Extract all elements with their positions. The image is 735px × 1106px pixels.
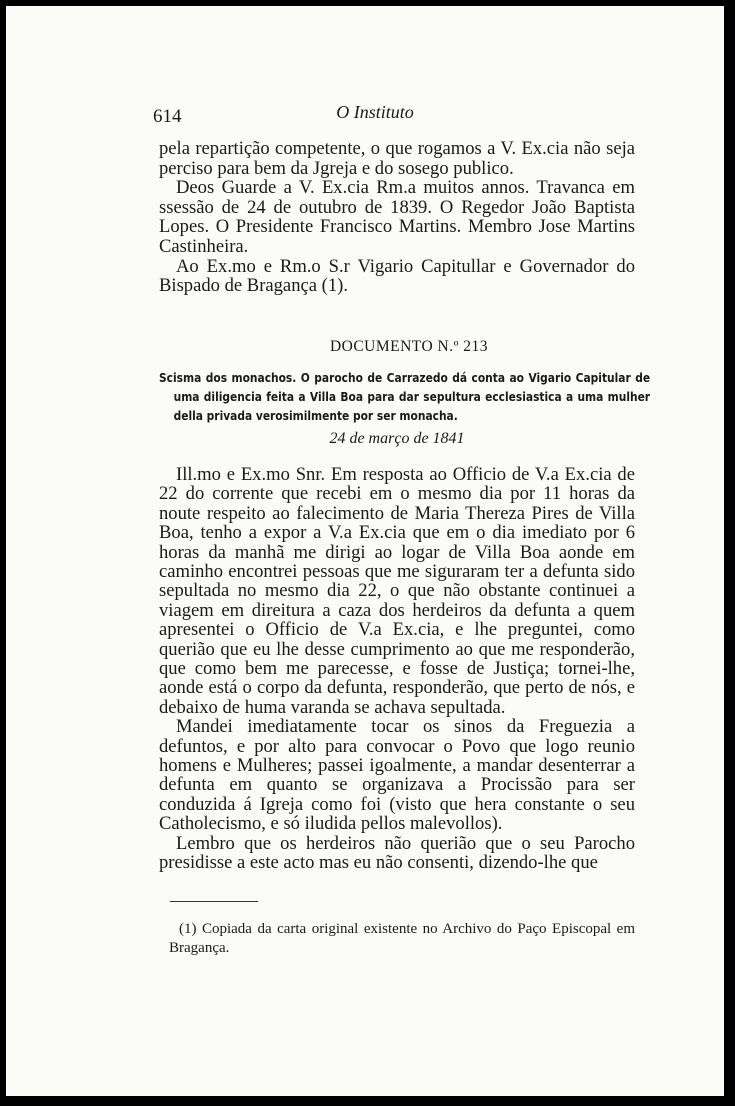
document-heading: DOCUMENTO N.º 213: [329, 337, 489, 355]
letter-paragraph-2: Mandei imediatamente tocar os sinos da Freguezia a defuntos, e por alto para convocar o Povo que logo reunio homens e Mulheres; passei igoalmente, a mandar desenterrar a defunta em quanto se organizava a Procissão para ser conduzida á Igreja como foi (visto que hera constante o seu Catholecismo, e só iludida pellos malevollos).: [159, 716, 635, 835]
running-title: O Instituto: [336, 102, 414, 122]
page-body: [159, 138, 651, 874]
letter-paragraph-3: Lembro que os herdeiros não querião que o seu Parocho presidisse a este acto mas eu não consenti, dizendo-lhe que: [159, 832, 635, 874]
footnote-rule: [170, 901, 258, 902]
letter-paragraph-1: Ill.mo e Ex.mo Snr. Em resposta ao Officio de V.a Ex.cia de 22 do corrente que recebi em o mesmo dia por 11 horas da noute respeito ao falecimento de Maria Thereza Pires de Villa Boa, tenho a expor a V.a Ex.cia que em o dia imediato por 6 horas da manhã me dirigi ao logar de Villa Boa aonde em caminho encontrei pessoas que me siguraram ter a defunta sido sepultada no mesmo dia 22, o que não obstante continuei a viagem em direitura a caza dos herdeiros da defunta a quem apresentei o Officio de V.a Ex.cia, e lhe preguntei, como querião que eu lhe desse cumprimento ao que me responderão, que como bem me parecesse, e fosse de Justiça; tornei-lhe, aonde está o corpo da defunta, responderão, que perto de nós, e debaixo de huma varanda se achava sepultada.: [159, 463, 635, 718]
footnote: (1) Copiada da carta original existente no Archivo do Paço Episcopal em Bragança.: [169, 921, 635, 956]
document-date: 24 de março de 1841: [329, 430, 465, 448]
page-number: 614: [153, 106, 182, 127]
continuation-paragraph-3: Ao Ex.mo e Rm.o S.r Vigario Capitullar e Governador do Bispado de Bragança (1).: [159, 255, 635, 297]
document-summary: Scisma dos monachos. O parocho de Carrazedo dá conta ao Vigario Capitular de uma diligencia feita a Villa Boa para dar sepultura ecclesiastica a uma mulher della privada verosimilmente por ser monacha.: [159, 370, 651, 424]
continuation-paragraph-1: pela repartição competente, o que rogamos a V. Ex.cia não seja perciso para bem da Jgreja e do sosego publico.: [159, 138, 635, 179]
continuation-paragraph-2: Deos Guarde a V. Ex.cia Rm.a muitos annos. Travanca em ssessão de 24 de outubro de 1839. O Regedor João Baptista Lopes. O Presidente Francisco Martins. Membro Jose Martins Castinheira.: [159, 177, 635, 257]
book-page: [6, 6, 724, 1096]
